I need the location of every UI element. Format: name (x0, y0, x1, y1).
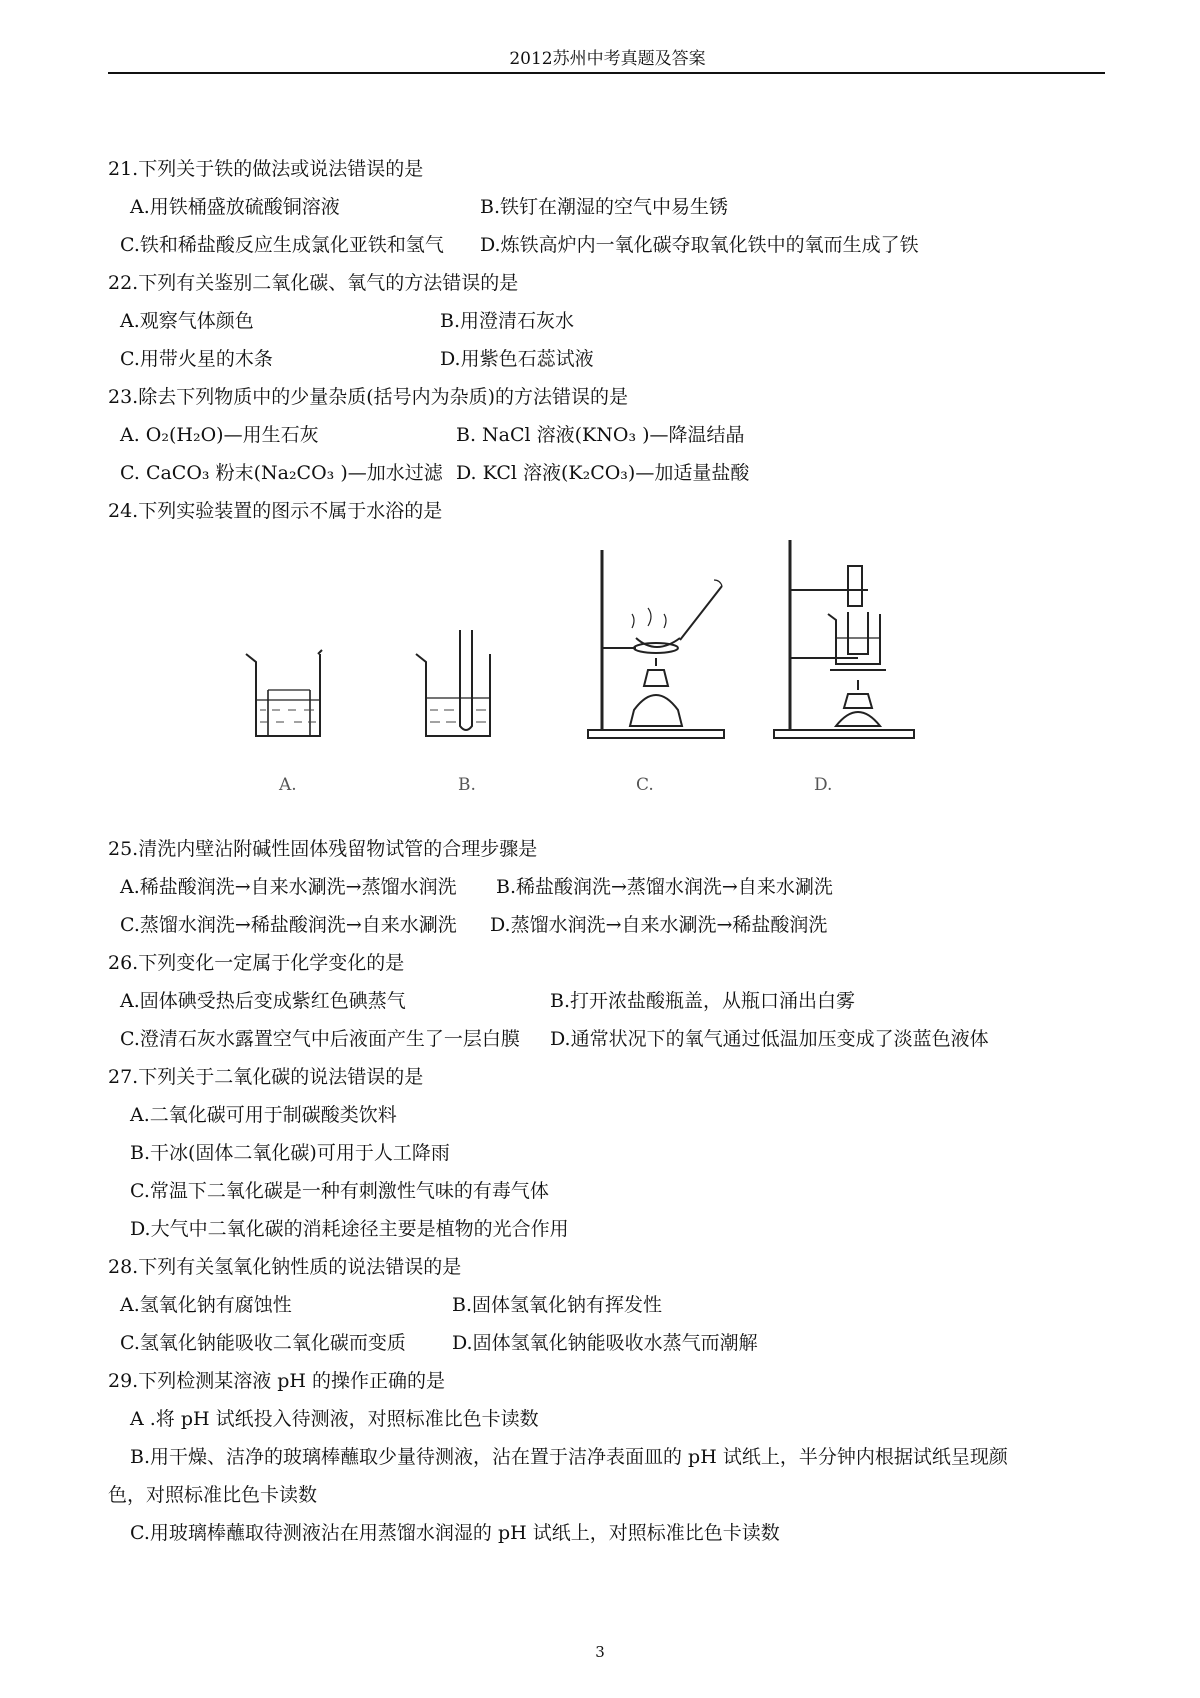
q21-option-c: C.铁和稀盐酸反应生成氯化亚铁和氢气 (120, 234, 444, 256)
q27-option-d: D.大气中二氧化碳的消耗途径主要是植物的光合作用 (130, 1218, 569, 1240)
question-21-stem: 21.下列关于铁的做法或说法错误的是 (108, 158, 424, 180)
page-number: 3 (595, 1643, 605, 1661)
q29-option-a: A .将 pH 试纸投入待测液，对照标准比色卡读数 (130, 1408, 539, 1430)
q23-option-a: A. O₂(H₂O)—用生石灰 (120, 424, 319, 446)
figure-label-d: D. (814, 775, 833, 795)
q28-option-b: B.固体氢氧化钠有挥发性 (452, 1294, 663, 1316)
question-26-stem: 26.下列变化一定属于化学变化的是 (108, 952, 405, 974)
question-29-stem: 29.下列检测某溶液 pH 的操作正确的是 (108, 1370, 446, 1392)
q27-option-a: A.二氧化碳可用于制碳酸类饮料 (130, 1104, 397, 1126)
q25-option-d: D.蒸馏水润洗→自来水涮洗→稀盐酸润洗 (490, 914, 828, 936)
figure-label-b: B. (458, 775, 476, 795)
question-22-stem: 22.下列有关鉴别二氧化碳、氧气的方法错误的是 (108, 272, 519, 294)
q21-option-b: B.铁钉在潮湿的空气中易生锈 (480, 196, 729, 218)
apparatus-d (774, 540, 914, 738)
q28-option-a: A.氢氧化钠有腐蚀性 (120, 1294, 292, 1316)
q22-option-b: B.用澄清石灰水 (440, 310, 575, 332)
apparatus-c (588, 550, 724, 738)
question-list (108, 150, 1108, 1552)
q27-option-c: C.常温下二氧化碳是一种有刺激性气味的有毒气体 (130, 1180, 549, 1202)
q26-option-d: D.通常状况下的氧气通过低温加压变成了淡蓝色液体 (550, 1028, 989, 1050)
q28-option-d: D.固体氢氧化钠能吸收水蒸气而潮解 (452, 1332, 758, 1354)
q25-option-b: B.稀盐酸润洗→蒸馏水润洗→自来水涮洗 (496, 876, 833, 898)
apparatus-figure (108, 530, 1108, 830)
q26-option-b: B.打开浓盐酸瓶盖，从瓶口涌出白雾 (550, 990, 856, 1012)
q22-option-d: D.用紫色石蕊试液 (440, 348, 594, 370)
q21-option-d: D.炼铁高炉内一氧化碳夺取氧化铁中的氧而生成了铁 (480, 234, 919, 256)
apparatus-a (246, 650, 322, 736)
q25-option-c: C.蒸馏水润洗→稀盐酸润洗→自来水涮洗 (120, 914, 457, 936)
q22-option-c: C.用带火星的木条 (120, 348, 273, 370)
question-28-stem: 28.下列有关氢氧化钠性质的说法错误的是 (108, 1256, 462, 1278)
question-24-stem: 24.下列实验装置的图示不属于水浴的是 (108, 500, 443, 522)
header-divider (108, 72, 1105, 74)
apparatus-drawings (108, 530, 1108, 830)
q29-option-b: B.用干燥、洁净的玻璃棒蘸取少量待测液，沾在置于洁净表面皿的 pH 试纸上，半分钟内根据试纸呈现颜 (130, 1446, 1008, 1468)
figure-label-a: A. (279, 775, 297, 795)
question-27-stem: 27.下列关于二氧化碳的说法错误的是 (108, 1066, 424, 1088)
q21-option-a: A.用铁桶盛放硫酸铜溶液 (130, 196, 340, 218)
q23-option-d: D. KCl 溶液(K₂CO₃)—加适量盐酸 (456, 462, 750, 484)
q29-option-b-continued: 色，对照标准比色卡读数 (108, 1484, 318, 1506)
q23-option-c: C. CaCO₃ 粉末(Na₂CO₃ )—加水过滤 (120, 462, 443, 484)
q26-option-a: A.固体碘受热后变成紫红色碘蒸气 (120, 990, 406, 1012)
q22-option-a: A.观察气体颜色 (120, 310, 254, 332)
apparatus-b (416, 630, 490, 736)
figure-label-c: C. (636, 775, 654, 795)
question-25-stem: 25.清洗内壁沾附碱性固体残留物试管的合理步骤是 (108, 838, 538, 860)
q29-option-c: C.用玻璃棒蘸取待测液沾在用蒸馏水润湿的 pH 试纸上，对照标准比色卡读数 (130, 1522, 780, 1544)
page-header: 2012苏州中考真题及答案 (509, 49, 706, 69)
q28-option-c: C.氢氧化钠能吸收二氧化碳而变质 (120, 1332, 406, 1354)
q25-option-a: A.稀盐酸润洗→自来水涮洗→蒸馏水润洗 (120, 876, 457, 898)
q27-option-b: B.干冰(固体二氧化碳)可用于人工降雨 (130, 1142, 450, 1164)
q23-option-b: B. NaCl 溶液(KNO₃ )—降温结晶 (456, 424, 745, 446)
q26-option-c: C.澄清石灰水露置空气中后液面产生了一层白膜 (120, 1028, 520, 1050)
question-23-stem: 23.除去下列物质中的少量杂质(括号内为杂质)的方法错误的是 (108, 386, 629, 408)
